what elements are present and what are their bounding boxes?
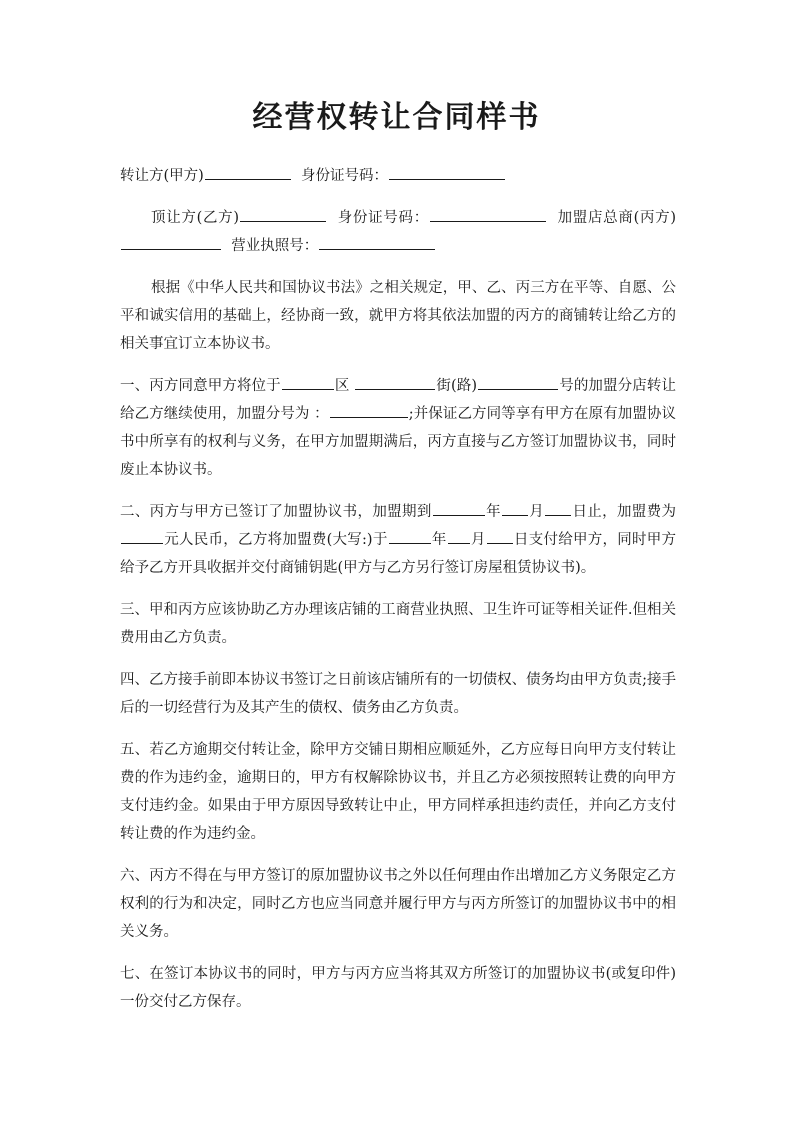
clause-2 (120, 498, 676, 582)
transferor-line (120, 162, 676, 190)
clause-2-text-a: 二、丙方与甲方已签订了加盟协议书，加盟期到 (120, 504, 432, 520)
term-day-blank[interactable] (545, 501, 571, 516)
clause-2-text-d: 日止，加盟费为 (572, 504, 676, 520)
franchisor-label: 加盟店总商(丙 (557, 210, 656, 226)
district-blank[interactable] (282, 375, 334, 390)
franchisor-name-blank[interactable] (121, 235, 221, 250)
pay-day-blank[interactable] (487, 529, 513, 544)
id-label-2: 身份证号码： (337, 210, 429, 226)
street-blank[interactable] (355, 375, 435, 390)
transferee-name-blank[interactable] (240, 207, 326, 222)
clause-1-text-c: 街(路) (436, 378, 478, 394)
franchisor-label-end: 方) (655, 210, 677, 226)
license-number-blank[interactable] (319, 235, 435, 250)
license-label: 营业执照号： (231, 238, 319, 254)
clause-2-text-b: 年 (485, 504, 501, 520)
id-label: 身份证号码： (301, 168, 389, 184)
transferee-line (120, 204, 676, 260)
clause-1-text-e: ;并保证乙方同等享有甲方在原有加盟协议书中所享有的权利与义务，在甲方加盟期满后，丙方直接与乙方签订加盟协议书，同时废止本协议书。 (120, 406, 676, 478)
clause-2-text-g: 月 (470, 532, 486, 548)
number-blank[interactable] (478, 375, 558, 390)
preamble: 根据《中华人民共和国协议书法》之相关规定，甲、乙、丙三方在平等、自愿、公平和诚实信用的基础上，经协商一致，就甲方将其依法加盟的丙方的商铺转让给乙方的相关事宜订立本协议书。 (120, 280, 676, 352)
clause-6: 六、丙方不得在与甲方签订的原加盟协议书之外以任何理由作出增加乙方义务限定乙方权利的行为和决定，同时乙方也应当同意并履行甲方与丙方所签订的加盟协议书中的相关义务。 (120, 868, 676, 940)
transferee-id-blank[interactable] (430, 207, 546, 222)
pay-year-blank[interactable] (389, 529, 431, 544)
transferee-label: 顶让方(乙方) (151, 210, 240, 226)
clause-2-text-c: 月 (528, 504, 545, 520)
term-month-blank[interactable] (502, 501, 528, 516)
document-title: 经营权转让合同样书 (252, 100, 541, 135)
clause-1-text-a: 一、丙方同意甲方将位于 (120, 378, 281, 394)
clause-7: 七、在签订本协议书的同时，甲方与丙方应当将其双方所签订的加盟协议书(或复印件)一份交付乙方保存。 (120, 966, 676, 1010)
fee-amount-blank[interactable] (121, 529, 163, 544)
clause-2-text-h: 日支付给甲方，同时甲方给予乙方开具收据并交付商铺钥匙(甲方与乙方另行签订房屋租赁协议书)。 (120, 532, 677, 576)
clause-2-text-f: 年 (431, 532, 447, 548)
clause-1-text-b: 区 (334, 378, 350, 394)
franchise-number-blank[interactable] (330, 403, 408, 418)
pay-month-blank[interactable] (448, 529, 470, 544)
clause-3: 三、甲和丙方应该协助乙方办理该店铺的工商营业执照、卫生许可证等相关证件.但相关费用由乙方负责。 (120, 602, 676, 646)
transferor-label: 转让方(甲方) (120, 168, 204, 184)
clause-5: 五、若乙方逾期交付转让金，除甲方交铺日期相应顺延外，乙方应每日向甲方支付转让费的作为违约金，逾期日的，甲方有权解除协议书，并且乙方必须按照转让费的向甲方支付违约金。如果由于甲方原因导致转让中止，甲方同样承担违约责任，并向乙方支付转让费的作为违约金。 (120, 742, 676, 842)
term-year-blank[interactable] (433, 501, 485, 516)
clause-4: 四、乙方接手前即本协议书签订之日前该店铺所有的一切债权、债务均由甲方负责;接手后的一切经营行为及其产生的债权、债务由乙方负责。 (120, 672, 676, 716)
clause-1 (120, 372, 676, 484)
clause-2-text-e: 元人民币，乙方将加盟费(大写:)于 (164, 532, 388, 548)
clause-1-text-d: 号的加盟分店转让给乙方继续使用，加盟分号为 ： (120, 378, 677, 422)
transferor-id-blank[interactable] (389, 165, 505, 180)
transferor-name-blank[interactable] (205, 165, 291, 180)
